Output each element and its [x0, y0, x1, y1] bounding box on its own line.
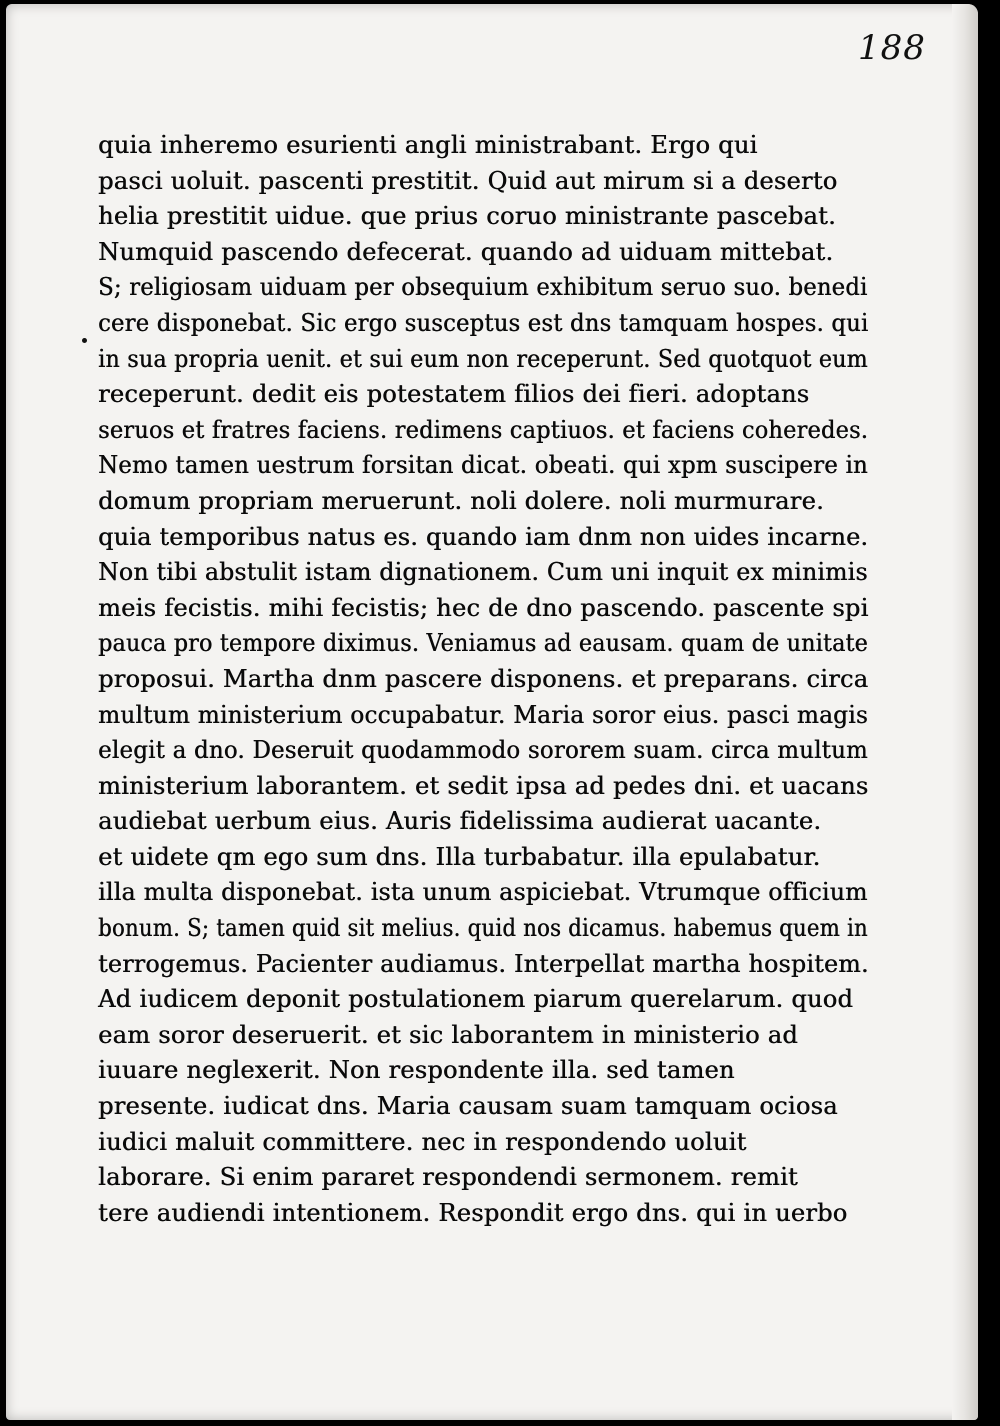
text-line: Ad iudicem deponit postulationem piarum querelarum. quod [98, 985, 854, 1014]
text-line: tere audiendi intentionem. Respondit ergo dns. qui in uerbo [98, 1198, 848, 1227]
text-line: eam soror deseruerit. et sic laborantem in ministerio ad [98, 1020, 798, 1049]
text-line: presente. iudicat dns. Maria causam suam tamquam ociosa [98, 1092, 838, 1121]
text-line: elegit a dno. Deseruit quodammodo sororem suam. circa multum [98, 736, 868, 765]
text-line: S; religiosam uiduam per obsequium exhibitum seruo suo. benedi [98, 273, 868, 302]
text-line: in sua propria uenit. et sui eum non receperunt. Sed quotquot eum [98, 344, 868, 373]
page-fold-shadow [952, 4, 978, 1420]
text-line: Numquid pascendo defecerat. quando ad uiduam mittebat. [98, 237, 834, 266]
text-line: terrogemus. Pacienter audiamus. Interpellat martha hospitem. [98, 949, 869, 978]
text-line: seruos et fratres faciens. redimens captiuos. et faciens coheredes. [98, 415, 869, 444]
text-line: receperunt. dedit eis potestatem filios dei fieri. adoptans [98, 380, 810, 409]
folio-number: 188 [858, 28, 926, 68]
text-line: Non tibi abstulit istam dignationem. Cum uni inquit ex minimis [98, 558, 868, 587]
text-line: iudici maluit committere. nec in respondendo uoluit [98, 1127, 747, 1156]
text-line: pauca pro tempore diximus. Veniamus ad eausam. quam de unitate [98, 629, 868, 658]
text-line: audiebat uerbum eius. Auris fidelissima audierat uacante. [98, 807, 822, 836]
text-line: Nemo tamen uestrum forsitan dicat. obeati. qui xpm suscipere in [98, 451, 868, 480]
text-line: proposui. Martha dnm pascere disponens. et preparans. circa [98, 664, 869, 693]
manuscript-text [98, 128, 868, 1231]
text-line: laborare. Si enim pararet respondendi sermonem. remit [98, 1163, 798, 1192]
text-line: multum ministerium occupabatur. Maria soror eius. pasci magis [98, 700, 868, 729]
text-line: et uidete qm ego sum dns. Illa turbabatur. illa epulabatur. [98, 842, 821, 871]
text-line: quia inheremo esurienti angli ministrabant. Ergo qui [98, 131, 758, 159]
text-line: meis fecistis. mihi fecistis; hec de dno pascendo. pascente spi [98, 593, 869, 622]
text-line: iuuare neglexerit. Non respondente illa. sed tamen [98, 1056, 735, 1085]
text-line: ministerium laborantem. et sedit ipsa ad pedes dni. et uacans [98, 771, 869, 800]
text-line: illa multa disponebat. ista unum aspiciebat. Vtrumque officium [98, 878, 868, 907]
text-line: bonum. S; tamen quid sit melius. quid nos dicamus. habemus quem in [98, 914, 868, 943]
text-line: domum propriam meruerunt. noli dolere. noli murmurare. [98, 486, 824, 515]
text-line: helia prestitit uidue. que prius coruo ministrante pascebat. [98, 202, 836, 231]
text-line: quia temporibus natus es. quando iam dnm non uides incarne. [98, 522, 869, 551]
manuscript-page [6, 4, 978, 1420]
text-line: pasci uoluit. pascenti prestitit. Quid aut mirum si a deserto [98, 166, 838, 195]
margin-mark [82, 338, 87, 343]
text-line: cere disponebat. Sic ergo susceptus est dns tamquam hospes. qui [98, 308, 869, 337]
